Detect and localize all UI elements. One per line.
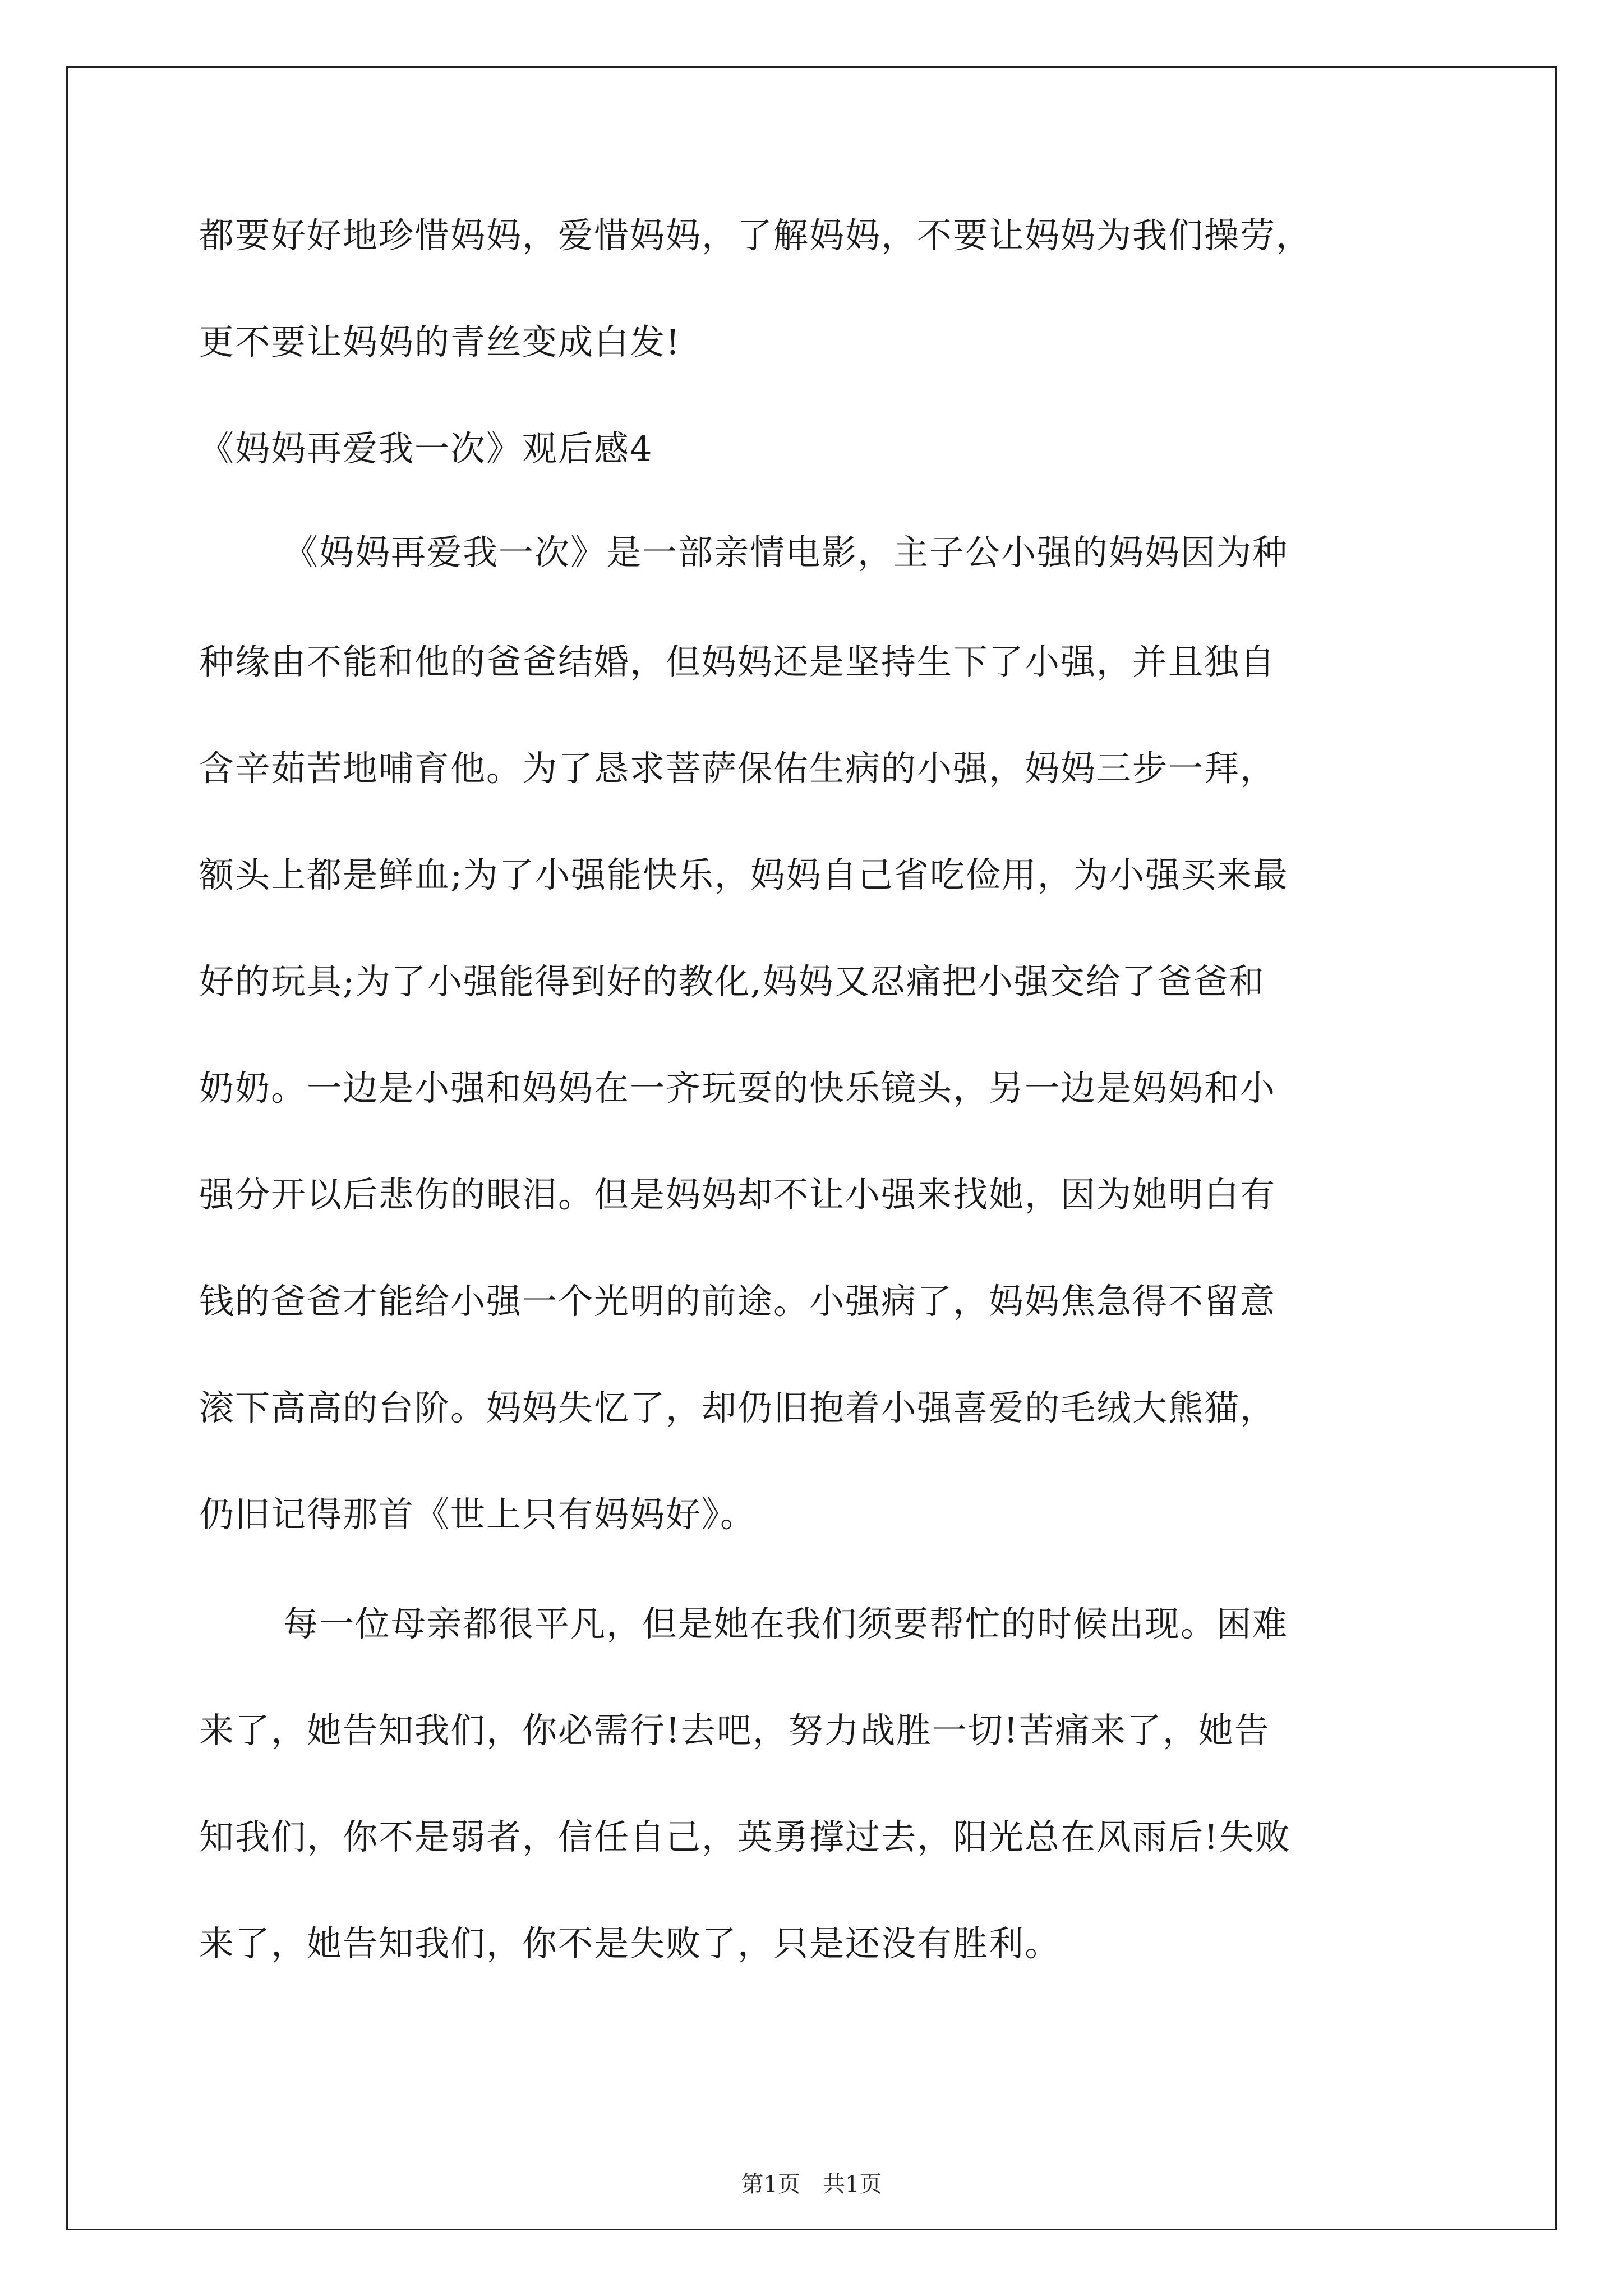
text-line: 含辛茹苦地哺育他。为了恳求菩萨保佑生病的小强，妈妈三步一拜， xyxy=(199,748,1276,789)
page-border xyxy=(66,66,1557,2230)
text-line: 知我们，你不是弱者，信任自己，英勇撑过去，阳光总在风雨后!失败 xyxy=(199,1816,1291,1857)
text-line: 额头上都是鲜血;为了小强能快乐，妈妈自己省吃俭用，为小强买来最 xyxy=(199,854,1289,895)
text-line: 更不要让妈妈的青丝变成白发! xyxy=(199,321,681,362)
text-line: 强分开以后悲伤的眼泪。但是妈妈却不让小强来找她，因为她明白有 xyxy=(199,1174,1276,1215)
text-line: 种缘由不能和他的爸爸结婚，但妈妈还是坚持生下了小强，并且独自 xyxy=(199,641,1276,682)
text-line: 《妈妈再爱我一次》是一部亲情电影，主子公小强的妈妈因为种 xyxy=(283,532,1289,573)
section-title: 《妈妈再爱我一次》观后感4 xyxy=(199,428,653,469)
text-line: 来了，她告知我们，你必需行!去吧，努力战胜一切!苦痛来了，她告 xyxy=(199,1710,1270,1751)
text-line: 仍旧记得那首《世上只有妈妈好》。 xyxy=(199,1494,757,1535)
text-line: 都要好好地珍惜妈妈，爱惜妈妈，了解妈妈，不要让妈妈为我们操劳， xyxy=(199,215,1312,256)
text-line: 每一位母亲都很平凡，但是她在我们须要帮忙的时候出现。困难 xyxy=(283,1603,1289,1644)
text-line: 钱的爸爸才能给小强一个光明的前途。小强病了，妈妈焦急得不留意 xyxy=(199,1281,1276,1322)
text-line: 来了，她告知我们，你不是失败了，只是还没有胜利。 xyxy=(199,1923,1061,1964)
text-line: 奶奶。一边是小强和妈妈在一齐玩耍的快乐镜头，另一边是妈妈和小 xyxy=(199,1068,1276,1108)
page-footer: 第1页 共1页 xyxy=(741,2171,882,2197)
text-line: 好的玩具;为了小强能得到好的教化,妈妈又忍痛把小强交给了爸爸和 xyxy=(199,961,1265,1002)
text-line: 滚下高高的台阶。妈妈失忆了，却仍旧抱着小强喜爱的毛绒大熊猫， xyxy=(199,1387,1276,1428)
